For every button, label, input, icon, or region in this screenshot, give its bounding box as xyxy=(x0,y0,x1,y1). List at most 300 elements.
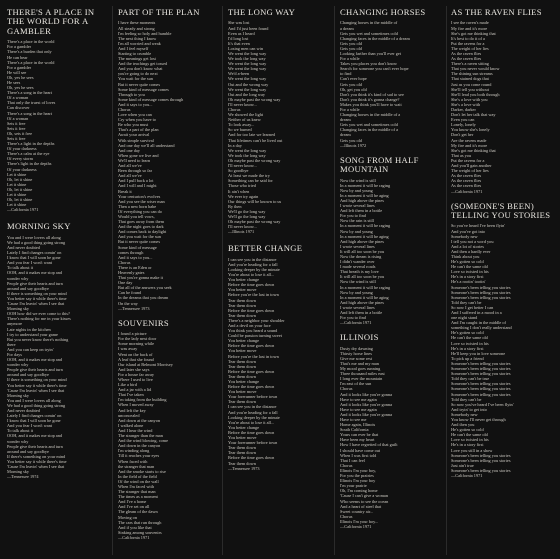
lyric-line: anymore xyxy=(7,321,23,327)
lyric-line: I'm taking from the building xyxy=(118,397,167,403)
song-title: MORNING SKY xyxy=(7,221,71,232)
lyric-line: As the raven flies xyxy=(451,173,482,179)
lyric-line: And you can keep on tryin' xyxy=(7,346,54,352)
lyric-line: Starting to crumble xyxy=(118,50,152,56)
lyric-line: Before the time goes down xyxy=(228,307,275,313)
lyric-line: Sets it free xyxy=(7,120,26,126)
lyrics-column-4 xyxy=(340,8,442,555)
lyric-line: Have to see me again xyxy=(340,406,377,412)
lyric-line: Your forerunner before town xyxy=(228,440,278,446)
lyric-line: I tell you not a word you xyxy=(451,238,494,244)
lyric-line: Our things will be known to us xyxy=(228,198,282,204)
song-title: SOUVENIRS xyxy=(118,317,169,328)
lyric-line: Morning sky xyxy=(7,469,30,475)
lyric-line: Someone's been telling you stories xyxy=(451,391,511,397)
song-lyrics xyxy=(7,39,105,212)
lyric-line: Morning sky xyxy=(7,392,30,398)
lyric-line: For days xyxy=(7,351,22,357)
lyric-line: And it says to you... xyxy=(118,101,153,107)
lyric-line: How I have regretted of that guilt xyxy=(340,442,398,448)
lyric-line: —Tennessee 1973 xyxy=(118,305,150,311)
lyric-line: Looking deeper by the minute xyxy=(228,266,280,272)
lyric-line: As the raven flies xyxy=(451,178,482,184)
lyric-line: Chorus xyxy=(228,107,241,112)
lyric-line: You better move xyxy=(228,389,257,395)
lyric-line: Before the time goes down xyxy=(228,429,275,435)
lyric-line: to find xyxy=(340,71,352,77)
lyric-line: Oh, let it shine xyxy=(7,176,33,182)
lyric-line: And it looks like you're gonna xyxy=(340,391,392,397)
lyric-line: One day xyxy=(118,280,133,286)
lyric-line: There's light in the depths xyxy=(7,161,52,167)
lyric-line: OOH, and it makes me stop and xyxy=(7,433,63,439)
lyric-line: It ain't when xyxy=(228,188,250,194)
lyric-line: So goodbye xyxy=(228,168,249,174)
song-title: BETTER CHANGE xyxy=(228,243,303,254)
lyric-line: That as you xyxy=(451,152,472,158)
lyric-line: Like a bird xyxy=(118,382,137,388)
lyric-line: He will see xyxy=(7,69,27,75)
lyric-line: Don't let her talk that way xyxy=(451,112,496,118)
lyric-line: He sees xyxy=(7,79,21,85)
lyric-line: And all we've xyxy=(118,163,142,169)
lyric-line: Your forerunner before town xyxy=(228,394,278,400)
lyric-line: And tryin' to get into xyxy=(451,406,487,412)
lyric-line: We had a good thing going strong xyxy=(7,239,66,245)
lyric-line: That's me and my man xyxy=(340,360,379,366)
lyric-line: And you see the wiser man xyxy=(118,198,165,204)
lyric-line: The cars that run through xyxy=(118,519,162,525)
lyric-line: Someone's been telling you stories xyxy=(451,371,511,377)
lyric-line: To look away... xyxy=(228,122,255,128)
lyric-line: 'Cause I'm leavin' when I see that xyxy=(7,464,65,470)
lyric-line: Till it reaches your eyes xyxy=(118,453,160,459)
lyric-line: —California 1971 xyxy=(7,207,39,213)
song-block xyxy=(451,8,555,194)
lyric-line: And you're heading for a fall xyxy=(228,261,278,267)
lyric-line: Chorus xyxy=(340,386,353,392)
lyric-line: Don't get her xyxy=(451,132,474,138)
lyric-line: Don't you think it's kind of sad to see xyxy=(340,91,404,97)
lyric-line: —California 1971 xyxy=(451,473,483,478)
lyric-line: You better say it while there's time xyxy=(7,458,67,464)
lyric-line: People give their hearts and turn xyxy=(7,367,63,373)
lyric-line: Love so twisted in his xyxy=(451,340,489,346)
lyric-line: I know that I will soon be gone xyxy=(7,255,61,261)
lyric-line: Tear them down xyxy=(228,312,256,318)
song-block xyxy=(340,156,442,326)
lyric-line: Oh, get you old xyxy=(340,86,367,92)
lyric-line: You better change xyxy=(228,277,260,283)
lyrics-column-2 xyxy=(118,8,216,555)
lyric-line: Just as you come round xyxy=(451,81,492,87)
lyric-line: Await your arrival xyxy=(118,132,150,138)
lyric-line: Oh, yes he sees xyxy=(7,74,34,80)
lyric-line: You're about to lose it all... xyxy=(228,272,275,278)
lyric-line: around and say goodbye xyxy=(7,448,49,454)
lyric-line: Of a woman xyxy=(7,115,29,121)
lyric-line: You think you heard a sound xyxy=(228,328,278,334)
lyric-line: Told they can't be xyxy=(451,396,482,402)
lyric-line: With simple survival xyxy=(118,137,154,143)
song-title: SONG FROM HALF MOUNTAIN xyxy=(340,154,419,175)
lyric-line: It's best to do it of a xyxy=(451,35,485,41)
lyric-line: He's gotten so cold xyxy=(451,259,484,265)
lyric-line: Now the rain is still xyxy=(340,218,374,224)
song-lyrics xyxy=(451,223,555,478)
lyric-line: OOH, and it makes me stop and xyxy=(7,357,63,363)
column-divider xyxy=(334,6,335,555)
lyric-line: Tear them down xyxy=(228,363,256,369)
song-lyrics xyxy=(228,20,330,234)
lyric-line: We went the long way xyxy=(228,76,267,82)
lyric-line: And down at the canyon xyxy=(118,417,161,423)
lyric-line: For a while xyxy=(340,56,360,62)
lyric-line: And I'm caught in the middle of xyxy=(451,320,506,326)
lyric-line: a dream xyxy=(340,25,354,31)
lyric-line: He can bear xyxy=(7,54,28,60)
lyric-line: To talk about it xyxy=(7,265,34,271)
lyric-line: Looking deeper by the minute xyxy=(228,414,280,420)
lyric-line: Lonely, lonely xyxy=(451,122,476,128)
lyric-line: Even as I heard xyxy=(228,30,255,36)
lyric-line: Let it shine xyxy=(7,181,27,187)
lyric-line: there xyxy=(7,341,16,347)
lyric-line: Someone's been telling you stories xyxy=(451,457,511,463)
lyric-line: You wait for the sun xyxy=(118,76,153,82)
lyric-line: We showed the light xyxy=(228,112,264,118)
lyric-line: something I don't really understand xyxy=(451,325,512,331)
lyric-line: Tear them down xyxy=(228,373,256,379)
lyric-line: Changing horses in the middle of xyxy=(340,20,398,26)
lyric-line: We took the long way xyxy=(228,152,266,158)
lyric-line: For you to find xyxy=(340,213,366,219)
lyric-line: There's a song in the heart xyxy=(7,90,53,96)
lyric-line: Lately I find changes comin' on xyxy=(7,250,62,256)
lyric-line: There's a raven sitting xyxy=(451,61,489,67)
lyric-line: Let it shine xyxy=(7,171,27,177)
lyric-line: I'll never know... xyxy=(228,101,257,107)
lyric-line: It will all too soon be you xyxy=(340,274,385,280)
lyric-line: But you never know there's nothing xyxy=(7,336,69,342)
lyric-line: For you to find xyxy=(340,315,366,321)
lyric-line: one night stand xyxy=(451,315,478,321)
lyric-line: But it never quite comes xyxy=(118,239,161,245)
lyric-line: She's a love with xyxy=(451,101,481,107)
lyric-line: People give their hearts and turn xyxy=(7,280,63,286)
lyric-line: There's a calm at the eye xyxy=(7,151,50,157)
lyric-line: Somebody new xyxy=(451,233,478,239)
lyric-line: Thirsty horse lines xyxy=(340,350,372,356)
lyric-line: Someone's been telling you stories xyxy=(451,381,511,387)
lyric-line: That goes away from them xyxy=(118,219,165,225)
lyric-line: For a house far away xyxy=(118,371,155,377)
lyric-line: You know I'll never get through xyxy=(451,416,506,422)
lyric-line: dream xyxy=(340,132,351,138)
lyric-line: We'll go the long way xyxy=(228,208,266,214)
lyric-line: Oh, let it shine xyxy=(7,197,33,203)
lyric-line: The stranger than the man xyxy=(118,433,163,439)
lyric-line: Changing horses in the middle of a xyxy=(340,112,401,118)
lyric-line: My fire and it's more xyxy=(451,142,488,148)
lyric-line: There's a neighbor your shoulder xyxy=(228,317,285,323)
lyric-line: Tear them down xyxy=(228,358,256,364)
lyric-line: We went the long way xyxy=(228,50,267,56)
lyric-line: As the raven flies xyxy=(451,56,482,62)
lyric-line: The stranger that man xyxy=(118,489,156,495)
lyric-line: She was lost xyxy=(228,20,250,26)
lyric-line: That I can feel xyxy=(340,457,365,463)
lyric-line: Now the dream is rising xyxy=(340,253,382,259)
lyric-line: I made several roads xyxy=(340,264,376,270)
lyric-line: Let it shine xyxy=(7,192,27,198)
song-lyrics xyxy=(118,20,216,310)
song-block xyxy=(228,8,330,234)
lyric-line: Put the ravens for a xyxy=(451,157,485,163)
lyric-line: Give me some rest xyxy=(340,355,373,361)
lyric-line: the stranger that man xyxy=(118,463,155,469)
lyric-line: And I suffered in a mood in a xyxy=(451,310,502,315)
lyric-line: —California 1971 xyxy=(118,534,150,540)
lyric-line: Oh maybe past the wrong way xyxy=(228,96,281,102)
lyric-line: Before you're the last in town xyxy=(228,292,279,298)
lyric-line: Looking farther than you'll ever get xyxy=(340,50,402,56)
column-divider xyxy=(446,6,447,555)
lyric-line: The shining sun streams xyxy=(451,71,493,77)
lyric-line: I'll never know... xyxy=(228,163,257,169)
lyric-line: Darker, darker xyxy=(451,107,476,112)
lyric-line: Dusty dry dawning xyxy=(340,345,373,351)
lyric-line: Sweet country air... xyxy=(340,508,374,514)
lyric-line: Before the time goes down xyxy=(228,343,275,349)
lyric-line: Tear them down xyxy=(228,445,256,451)
lyric-line: Changing faces in the middle of a dream xyxy=(340,35,410,41)
lyric-line: So now you've heard I've been flyin' xyxy=(451,401,514,407)
column-divider xyxy=(222,6,223,555)
lyric-line: In a moment it will be raging xyxy=(340,182,391,188)
lyric-line: He'll keep you in love someone xyxy=(451,350,506,356)
lyric-line: It will all too soon be you xyxy=(340,248,385,254)
lyric-line: So you've heard I've been flyin' xyxy=(451,223,505,229)
lyric-line: Takes you places you don't know xyxy=(340,61,397,67)
lyric-line: Could be passion turning sweet xyxy=(228,333,282,339)
lyric-line: The weight of her lies xyxy=(451,45,489,51)
lyric-line: Now the wind is still xyxy=(340,279,376,285)
lyric-line: When I'm faced with xyxy=(118,483,154,489)
song-lyrics xyxy=(340,178,442,326)
lyric-line: But all of the answers you seek xyxy=(118,285,172,291)
lyric-line: Somebody new xyxy=(451,411,478,417)
lyric-line: I wrote several lines xyxy=(340,304,375,310)
lyric-line: He's in a story first xyxy=(451,345,484,351)
lyric-line: Even you can xyxy=(451,117,475,123)
lyric-line: Chorus xyxy=(118,259,131,265)
lyric-line: Someone's been telling you stories xyxy=(451,452,511,458)
lyric-line: And one day xyxy=(118,147,140,153)
lyric-line: And I feel myself xyxy=(118,45,149,51)
lyric-line: We ever try again xyxy=(228,193,259,199)
song-lyrics xyxy=(340,20,442,147)
lyric-line: Someone's been telling you stories xyxy=(451,386,511,392)
lyric-line: When I was first told xyxy=(340,452,377,458)
lyric-line: There's a song in the heart xyxy=(7,110,53,116)
lyric-line: Illinois I'm your boy... xyxy=(340,518,379,524)
lyric-line: And down in the canyon xyxy=(118,443,161,449)
lyric-line: So we burned xyxy=(228,127,252,133)
lyric-line: OOH, and it makes me stop and xyxy=(7,270,63,276)
lyric-line: And you don't know what xyxy=(118,66,163,72)
lyric-line: 'Cause I'm leavin' when I see that xyxy=(7,301,65,307)
lyric-line: Oh, I'm coming home xyxy=(340,488,378,494)
lyric-line: Tear them down xyxy=(228,460,256,466)
lyric-line: comes through xyxy=(118,249,144,255)
lyric-line: Went on the back of xyxy=(118,351,153,357)
lyric-line: Your centurion's evolves xyxy=(118,193,161,199)
lyric-line: The meanings get lost xyxy=(118,56,156,62)
lyric-line: And one day we'll all understand xyxy=(118,142,175,148)
lyric-line: Are the ravens made xyxy=(451,137,487,143)
lyric-line: You and I were lovers all along xyxy=(7,234,61,240)
lyric-line: I can see you in the distance xyxy=(228,404,277,410)
lyric-line: The next thing I know xyxy=(118,35,157,41)
lyric-line: Love so twisted in his xyxy=(451,437,489,443)
lyric-line: Illinois I'm your boy xyxy=(340,478,376,484)
lyric-line: In the field of the field xyxy=(118,473,157,479)
lyric-line: That only the truest of loves xyxy=(7,100,56,106)
lyric-line: In a moment it will be aging xyxy=(340,233,389,239)
lyric-line: We'll go the long way xyxy=(228,213,266,219)
lyric-line: Someone's been telling you stories xyxy=(451,366,511,372)
lyric-line: Put the ravens for a xyxy=(451,40,485,46)
lyric-line: He can't the same old xyxy=(451,432,488,438)
lyric-line: I should have come out xyxy=(340,447,381,453)
song-lyrics xyxy=(118,331,216,540)
lyric-line: Chorus xyxy=(118,107,131,112)
lyric-line: There's nothing for me in your kisses xyxy=(7,316,71,322)
lyric-line: I was away xyxy=(118,346,138,352)
lyric-line: And the night goes to dark xyxy=(118,224,164,230)
lyric-line: Don't you think it's gonna change? xyxy=(340,96,400,102)
lyric-line: All steady and strong xyxy=(118,25,155,31)
lyric-line: And it looks like you're gonna xyxy=(340,401,392,407)
lyric-line: And a heart of steel that xyxy=(340,503,382,509)
lyric-line: He's in a story first xyxy=(451,442,484,448)
lyric-line: So now I get better I can xyxy=(451,304,494,310)
lyric-line: Tear them down xyxy=(228,297,256,303)
lyric-line: Tear them down xyxy=(228,302,256,308)
lyric-line: Love when you can xyxy=(118,112,152,118)
lyric-line: Can discover xyxy=(7,105,30,111)
lyric-line: And then a hardly ever xyxy=(451,248,491,254)
lyric-line: And I've a home xyxy=(118,499,147,505)
lyric-line: And if you like that xyxy=(118,524,152,530)
lyric-line: And I will and I might xyxy=(118,183,157,189)
lyric-line: Losing men can win xyxy=(228,45,263,51)
lyric-line: You better say it while there's time xyxy=(7,295,67,301)
lyric-line: I'm your prairie xyxy=(340,483,367,489)
lyric-line: I'm feeling so holy and humble xyxy=(118,30,172,36)
lyric-line: Then a new born babe xyxy=(118,203,157,209)
lyric-line: We went the long way xyxy=(228,66,267,72)
lyric-line: And I've set on all xyxy=(118,504,150,510)
lyric-line: For a while xyxy=(340,107,360,112)
lyric-line: When gone we live and xyxy=(118,152,159,158)
lyric-line: He's gotten so cold xyxy=(451,330,484,336)
song-block xyxy=(228,244,330,470)
lyric-line: And left the key xyxy=(118,407,146,413)
lyric-line: We went the long way xyxy=(228,61,267,67)
lyric-line: Some kind of message comes xyxy=(118,86,169,92)
lyric-line: He's in a story first xyxy=(451,274,484,280)
lyric-line: Oh, let it shine xyxy=(7,186,33,192)
lyric-line: Changing faces in the middle of a xyxy=(340,127,398,133)
lyric-line: —California 1971 xyxy=(340,320,372,326)
lyric-line: I try to understand your game xyxy=(7,331,58,337)
song-block xyxy=(451,202,555,479)
lyric-line: And left them in a bottle xyxy=(340,310,383,315)
lyric-line: He's gotten so cold xyxy=(451,427,484,433)
lyric-line: For you the prairies xyxy=(340,473,374,479)
lyric-line: I didn't wander over xyxy=(340,259,375,265)
lyric-line: Love you still in a show xyxy=(451,447,493,453)
lyric-line: Out and the wrong way xyxy=(228,81,269,87)
lyric-line: There's a burden that only xyxy=(7,49,52,55)
lyric-line: Have to see me again xyxy=(340,396,377,402)
lyric-line: I'm winding along xyxy=(118,448,150,454)
lyric-line: wonder why xyxy=(7,275,29,281)
lyric-line: Oh, yes he sees xyxy=(7,85,34,91)
lyric-line: I can see you in the distance xyxy=(228,256,277,262)
lyric-line: And left them in a bottle xyxy=(340,208,383,214)
lyric-line: Yours can ever be that xyxy=(340,432,379,438)
lyric-line: I walked alone xyxy=(118,422,144,428)
lyric-line: Break it xyxy=(118,188,132,194)
lyric-line: —Tennessee 1974 xyxy=(7,474,39,480)
lyric-line: She's got me thinking that xyxy=(451,147,496,153)
lyric-line: And high above the pines xyxy=(340,299,384,305)
lyric-line: And you'll gain another xyxy=(451,163,492,169)
lyric-line: Someone's been telling you stories xyxy=(451,289,511,295)
lyric-line: The gleam of the dawn xyxy=(118,509,158,515)
lyric-line: Our island at Belmont Morrisey xyxy=(118,361,173,367)
lyric-line: Have been my heart xyxy=(340,437,375,443)
song-block xyxy=(7,8,105,212)
lyric-line: Gets you old xyxy=(340,40,362,46)
lyric-line: There's a place in the world xyxy=(7,39,55,45)
lyric-line: When I moved away xyxy=(118,402,154,408)
lyric-line: I'd long lost xyxy=(228,35,249,41)
lyrics-column-5 xyxy=(451,8,555,555)
lyric-line: wonder why xyxy=(7,438,29,444)
lyric-line: Of your darkness xyxy=(7,166,37,172)
lyric-line: around and say goodbye xyxy=(7,372,49,378)
lyric-line: You better move xyxy=(228,435,257,441)
song-lyrics xyxy=(451,20,555,193)
lyric-line: He's a rootin' tootin' xyxy=(451,279,486,285)
lyric-line: Sinking among souvenirs xyxy=(118,529,162,535)
lyric-line: Who seems to see the ocean xyxy=(340,498,389,504)
song-lyrics xyxy=(340,346,442,529)
lyric-line: Think about you xyxy=(451,253,480,259)
lyric-line: Before the time goes down xyxy=(228,455,275,461)
lyric-line: He can't the same old xyxy=(451,264,488,270)
lyric-line: You know she's lonely xyxy=(451,127,490,133)
lyric-line: around and say goodbye xyxy=(7,285,49,291)
lyric-line: —Illinois 1971 xyxy=(228,229,255,235)
lyric-line: Just ain't true xyxy=(451,462,474,468)
lyric-line: Makes you think you'll have to wait xyxy=(340,101,402,107)
lyric-line: dream xyxy=(340,117,351,123)
